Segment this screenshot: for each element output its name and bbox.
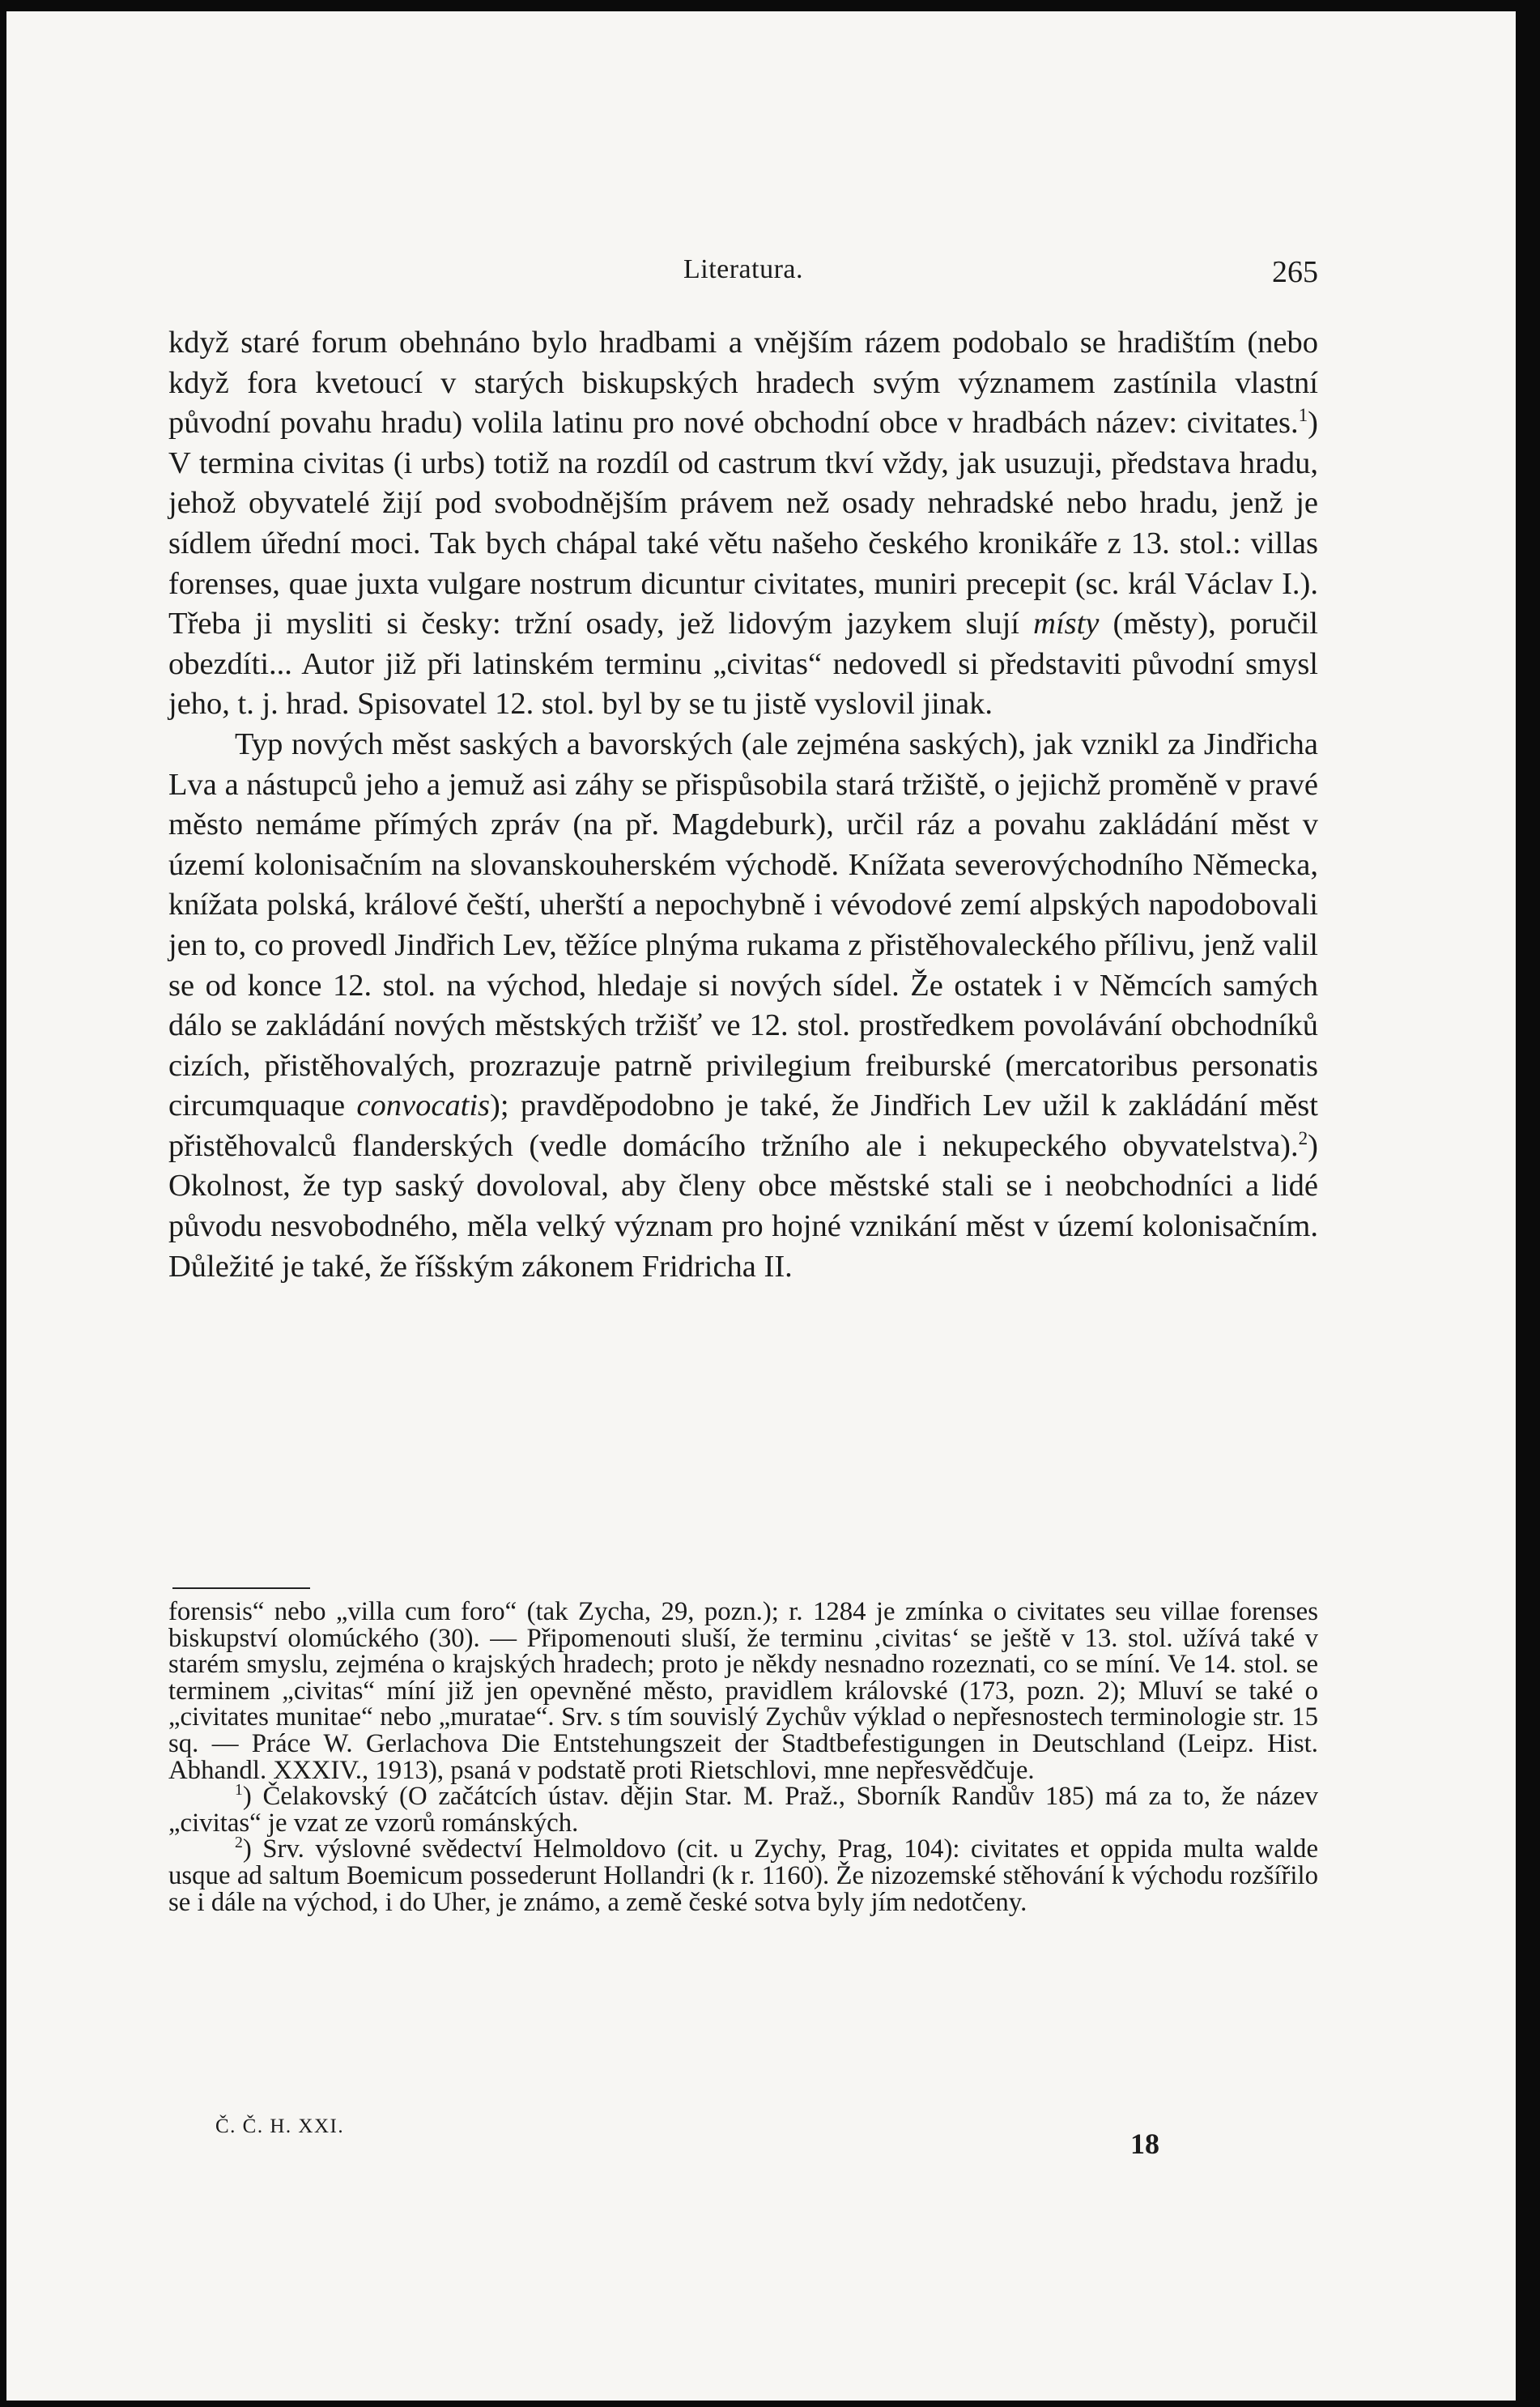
main-text	[168, 323, 1318, 1287]
signature-mark: Č. Č. H. XXI.	[215, 2115, 345, 2137]
page-header	[168, 254, 1318, 295]
footnote-continuation: forensis“ nebo „villa cum foro“ (tak Zycha, 29, pozn.); r. 1284 je zmínka o civitates seu villae forenses biskupství olomúckého (30). — Připomenouti sluší, že terminu ‚civitas‘ se ještě v 13. stol. užívá také v starém smyslu, zejména o krajských hradech; proto je někdy nesnadno rozeznati, co se míní. Ve 14. stol. se terminem „civitas“ míní již jen opevněné město, pravidlem královské (173, pozn. 2); Mluví se také o „civitates munitae“ nebo „muratae“. Srv. s tím souvislý Zychův výklad o nepřesnostech terminologie str. 15 sq. — Práce W. Gerlachova Die Entstehungszeit der Stadtbefestigungen in Deutschland (Leipz. Hist. Abhandl. XXXIV., 1913), psaná v podstatě proti Rietschlovi, mne nepřesvědčuje.	[168, 1597, 1318, 1785]
footnotes	[168, 1599, 1318, 1915]
paragraph-2: Typ nových měst saských a bavorských (ale zejména saských), jak vznikl za Jindřicha Lva a nástupců jeho a jemuž asi záhy se přispůsobila stará tržiště, o jejichž proměně v pravé město nemáme přímých zpráv (na př. Magdeburk), určil ráz a povahu zakládání měst v území kolonisačním na slovanskouherském východě. Knížata severovýchodního Německa, knížata polská, králové čeští, uherští a nepochybně i vévodové zemí alpských napodobovali jen to, co provedl Jindřich Lev, těžíce plnýma rukama z přistěhovaleckého přílivu, jenž valil se od konce 12. stol. na východ, hledaje si nových sídel. Že ostatek i v Němcích samých dálo se zakládání nových městských tržišť ve 12. stol. prostředkem povolávání obchodníků cizích, přistěhovalých, prozrazuje patrně privilegium freiburské (mercatoribus personatis circumquaque convocatis); pravděpodobno je také, že Jindřich Lev užil k zakládání měst přistěhovalců flanderských (vedle domácího tržního ale i nekupeckého obyvatelstva).$^2$) Okolnost, že typ saský dovoloval, aby členy obce městské stali se i neobchodníci a lidé původu nesvobodného, měla velký význam pro hojné vznikání měst v území kolonisačním. Důležité je také, že říšským zákonem Fridricha II.	[168, 726, 1318, 1284]
footnote-divider	[172, 1587, 310, 1589]
footnote-2: $^2$) Srv. výslovné svědectví Helmoldovo (cit. u Zychy, Prag, 104): civitates et oppida multa walde usque ad saltum Boemicum possederunt Hollandri (k r. 1160). Že nizozemské stěhování k východu rozšířilo se i dále na východ, i do Uher, je známo, a země české sotva byly jím nedotčeny.	[168, 1834, 1318, 1917]
paragraph-1: když staré forum obehnáno bylo hradbami a vnějším rázem podobalo se hradištím (nebo když fora kvetoucí v starých biskupských hradech svým významem zastínila vlastní původní povahu hradu) volila latinu pro nové obchodní obce v hradbách název: civitates.$^1$) V termina civitas (i urbs) totiž na rozdíl od castrum tkví vždy, jak usuzuji, představa hradu, jehož obyvatelé žijí pod svobodnějším právem než osady nehradské nebo hradu, jenž je sídlem úřední moci. Tak bych chápal také větu našeho českého kronikáře z 13. stol.: villas forenses, quae juxta vulgare nostrum dicuntur civitates, muniri precepit (sc. král Václav I.). Třeba ji mysliti si česky: tržní osady, jež lidovým jazykem slují místy (městy), poručil obezdíti... Autor již při latinském terminu „civitas“ nedovedl si představiti původní smysl jeho, t. j. hrad. Spisovatel 12. stol. byl by se tu jistě vyslovil jinak.	[168, 326, 1318, 722]
emphasis-misty: místy	[1033, 607, 1100, 641]
book-page	[6, 11, 1516, 2401]
page-number: 265	[1272, 255, 1318, 289]
sheet-number: 18	[1130, 2128, 1159, 2160]
emphasis-convocatis: convocatis	[356, 1088, 491, 1123]
running-title: Literatura.	[683, 254, 804, 284]
footnote-ref-2: 2	[1298, 1127, 1308, 1149]
footnote-1: $^1$) Čelakovský (O začátcích ústav. dějin Star. M. Praž., Sborník Randův 185) má za to, že název „civitas“ je vzat ze vzorů románských.	[168, 1781, 1318, 1838]
footnote-ref-1: 1	[1298, 404, 1308, 426]
